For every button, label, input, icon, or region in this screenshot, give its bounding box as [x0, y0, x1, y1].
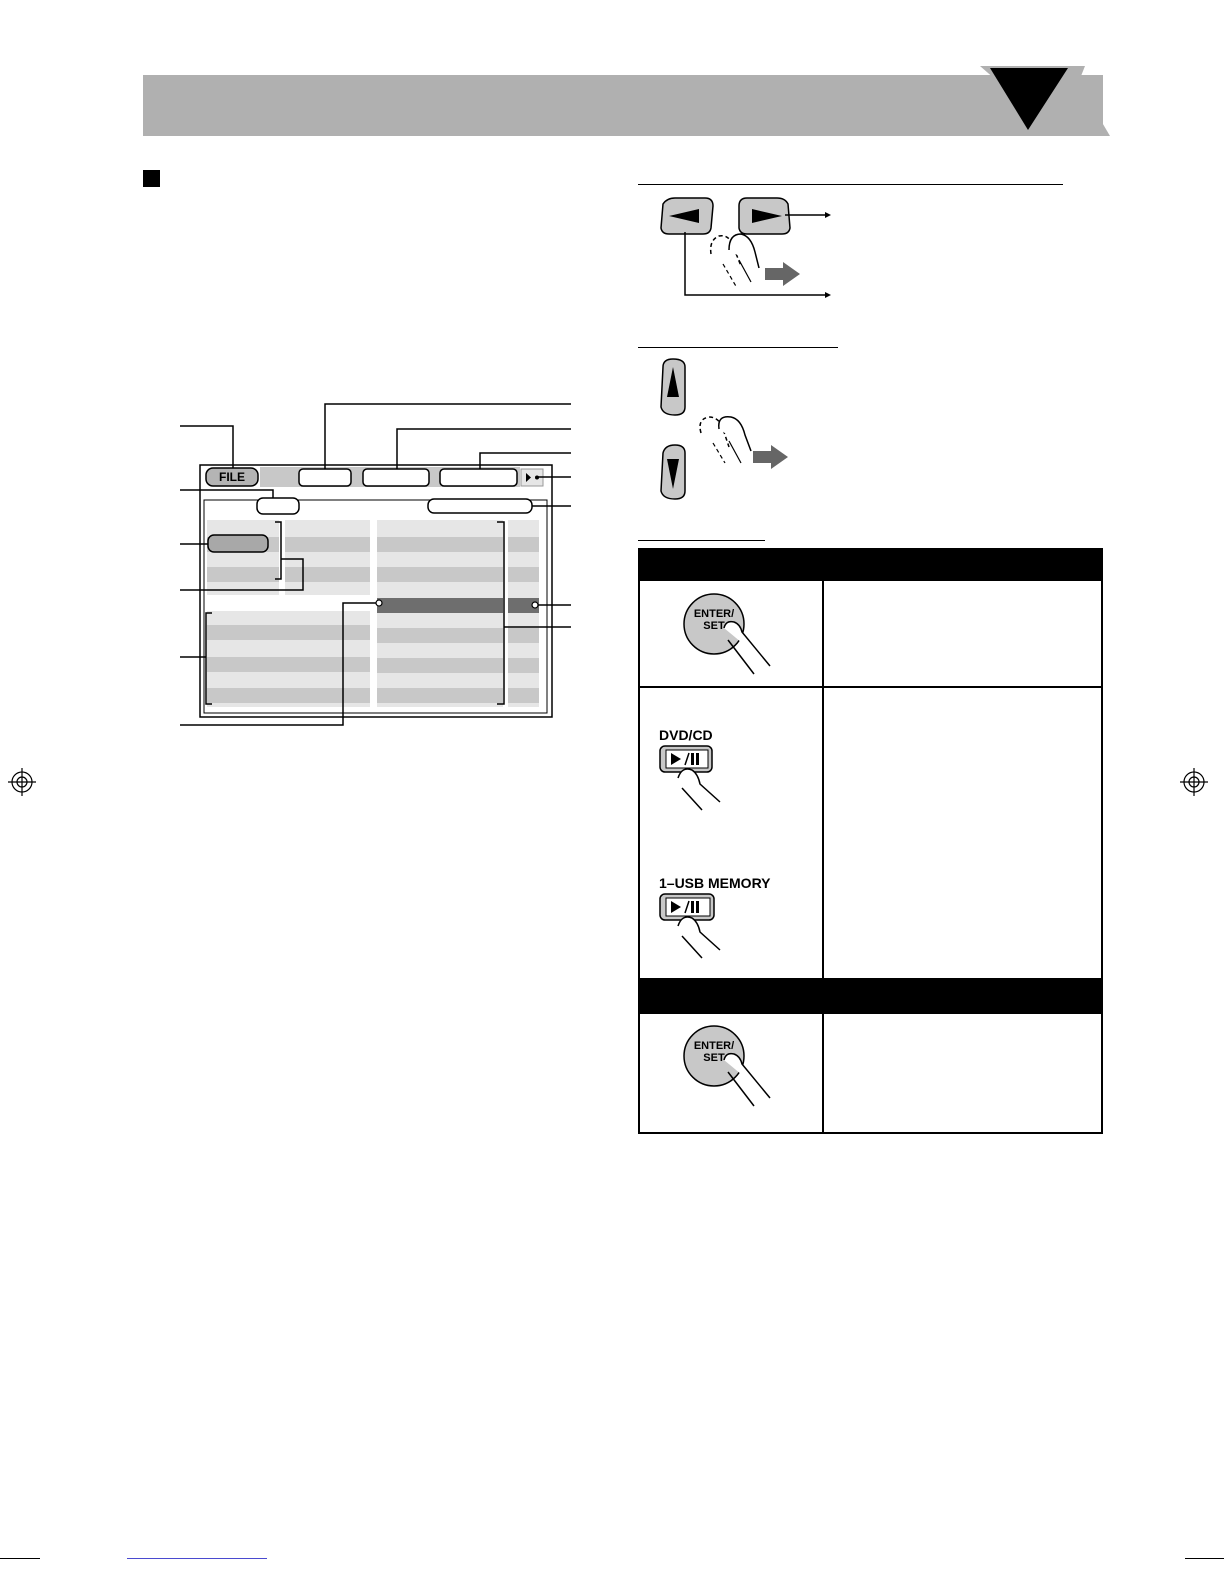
section-rule [638, 540, 765, 541]
motion-arrow-icon [765, 262, 800, 286]
usb-play-pause-button[interactable] [658, 892, 738, 962]
crop-line [0, 1558, 40, 1559]
enter-set-button-2[interactable] [682, 1022, 792, 1112]
registration-mark-icon [8, 768, 36, 796]
pause-icon [691, 753, 694, 765]
table-divider [822, 581, 824, 979]
crop-line [1185, 1558, 1224, 1559]
crop-line [127, 1558, 267, 1559]
pause-icon [691, 901, 694, 913]
enter-label-top: ENTER/ [693, 1040, 735, 1052]
enter-set-label [690, 608, 738, 632]
table-divider [822, 1014, 824, 1134]
section-rule [638, 347, 838, 348]
file-list-screen-diagram [175, 395, 575, 735]
dvd-cd-label: DVD/CD [659, 727, 713, 743]
enter-label-bottom: SET [703, 620, 725, 632]
table-header-bar [640, 978, 1101, 1014]
enter-label-bottom: SET [703, 1052, 725, 1064]
dvd-cd-play-pause-button[interactable] [658, 744, 738, 814]
table-row-divider [640, 686, 1101, 688]
usb-memory-label: 1–USB MEMORY [659, 875, 771, 891]
left-right-cursor-buttons [655, 192, 845, 302]
motion-arrow-icon [753, 445, 788, 469]
enter-set-label-2 [690, 1040, 738, 1064]
table-header-bar [640, 550, 1101, 581]
section-rule [638, 184, 1063, 185]
registration-mark-icon [1180, 768, 1208, 796]
finger-icon [729, 234, 759, 268]
section-bullet-icon [143, 170, 160, 187]
enter-label-top: ENTER/ [693, 608, 735, 620]
finger-icon [719, 417, 751, 451]
page-corner-triangle-icon [980, 66, 1110, 138]
enter-set-button[interactable] [682, 590, 792, 680]
file-tab-label: FILE [219, 470, 245, 484]
up-down-cursor-buttons [655, 355, 805, 505]
header-band [143, 75, 1103, 136]
